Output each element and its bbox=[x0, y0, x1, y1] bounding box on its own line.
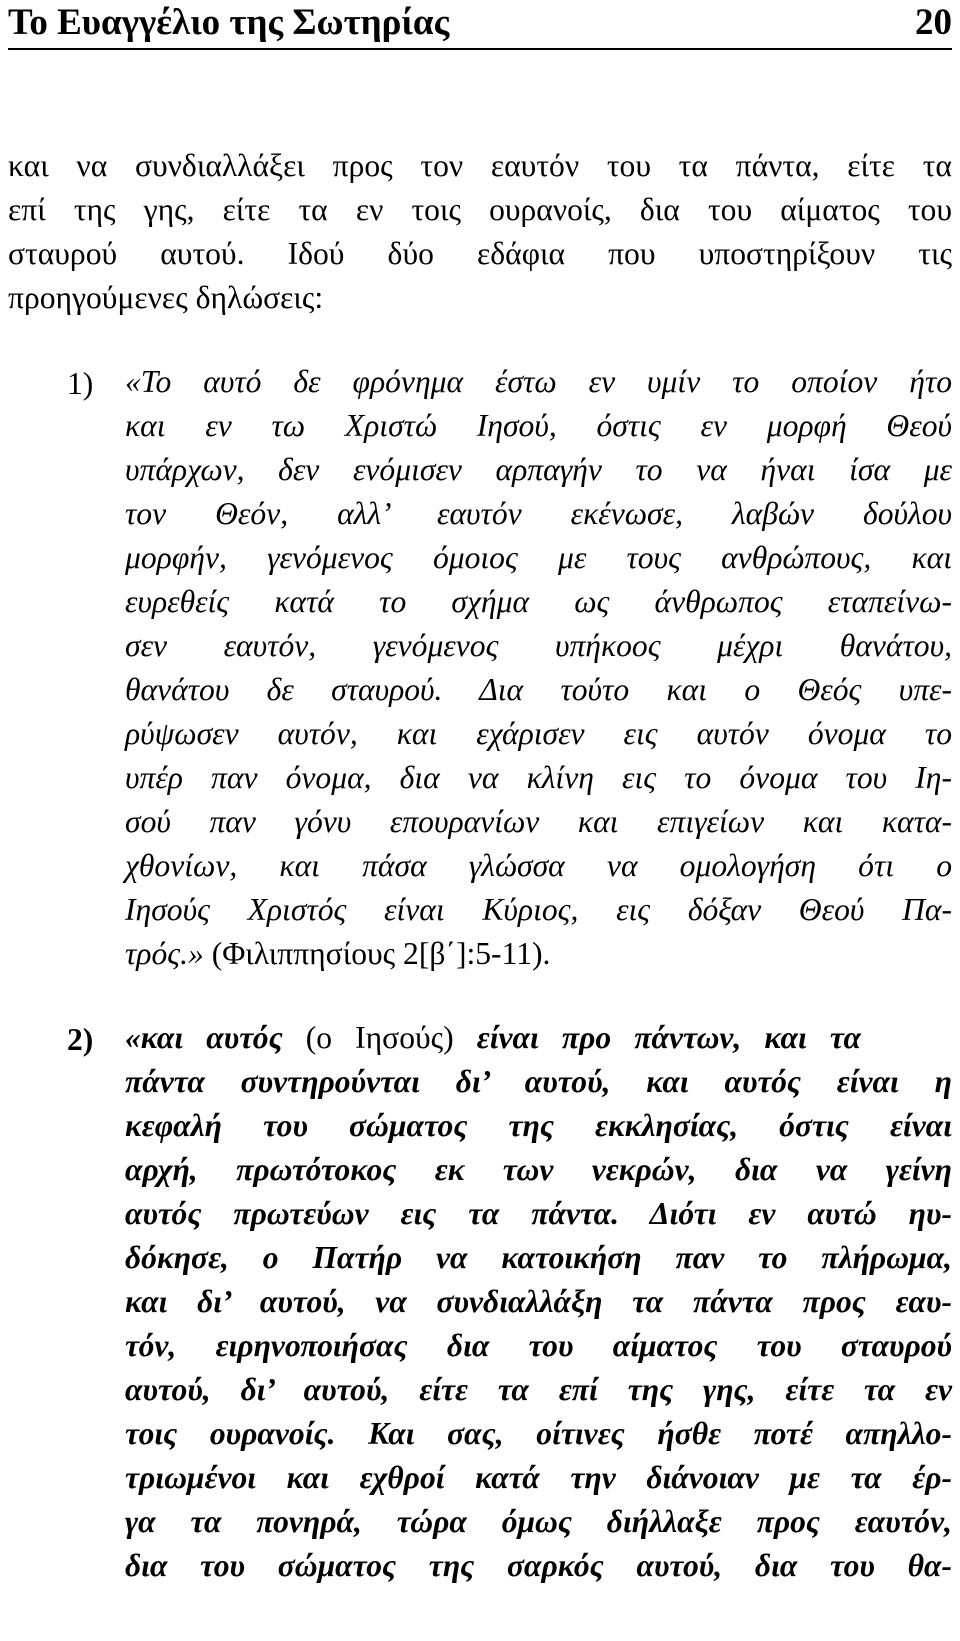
parenthetical-note: (ο Ιησούς) bbox=[305, 1020, 454, 1055]
quote-line: μορφήν, γενόμενος όμοιος με τους ανθρώπους, και bbox=[125, 540, 952, 575]
quote-line: και δι’ αυτού, να συνδιαλλάξη τα πάντα προς εαυ- bbox=[125, 1284, 952, 1319]
quote-line: σού παν γόνυ επουρανίων και επιγείων και κατα- bbox=[125, 804, 952, 839]
quote-line: κεφαλή του σώματος της εκκλησίας, όστις είναι bbox=[125, 1108, 952, 1143]
quote-line: «Το αυτό δε φρόνημα έστω εν υμίν το οποίον ήτο bbox=[125, 364, 952, 399]
quote-line: ρύψωσεν αυτόν, και εχάρισεν εις αυτόν όνομα το bbox=[125, 716, 952, 751]
quote-last-line bbox=[125, 938, 550, 970]
item-number: 2) bbox=[67, 1022, 94, 1057]
intro-line: και να συνδιαλλάξει προς τον εαυτόν του τα πάντα, είτε τα bbox=[8, 148, 952, 183]
quote-line: αυτού, δι’ αυτού, είτε τα επί της γης, είτε τα εν bbox=[125, 1372, 952, 1407]
quote-continue: είναι προ πάντων, και τα bbox=[453, 1020, 861, 1055]
quote-line: γα τα πονηρά, τώρα όμως διήλλαξε προς εαυτόν, bbox=[125, 1504, 952, 1539]
quote-line: τον Θεόν, αλλ’ εαυτόν εκένωσε, λαβών δούλου bbox=[125, 496, 952, 531]
quote-line: σεν εαυτόν, γενόμενος υπήκοος μέχρι θανάτου, bbox=[125, 628, 952, 663]
quote-line: ευρεθείς κατά το σχήμα ως άνθρωπος εταπείνω- bbox=[125, 584, 952, 619]
intro-line: προηγούμενες δηλώσεις: bbox=[8, 280, 324, 315]
quote-line: υπάρχων, δεν ενόμισεν αρπαγήν το να ήναι ίσα με bbox=[125, 452, 952, 487]
page-header bbox=[8, 0, 952, 50]
quote-start: «και αυτός bbox=[125, 1020, 306, 1055]
quote-end: τρός.» bbox=[125, 936, 204, 971]
quote-line: αρχή, πρωτότοκος εκ των νεκρών, δια να γείνη bbox=[125, 1152, 952, 1187]
quote-line: θανάτου δε σταυρού. Δια τούτο και ο Θεός υπε- bbox=[125, 672, 952, 707]
scripture-reference: (Φιλιππησίους 2[β΄]:5-11). bbox=[203, 936, 551, 971]
quote-line: δόκησε, ο Πατήρ να κατοικήση παν το πλήρωμα, bbox=[125, 1240, 952, 1275]
page-title: Το Ευαγγέλιο της Σωτηρίας bbox=[8, 2, 450, 43]
quote-line bbox=[125, 1022, 861, 1054]
quote-line: χθονίων, και πάσα γλώσσα να ομολογήση ότι ο bbox=[125, 848, 952, 883]
quote-line: τριωμένοι και εχθροί κατά την διάνοιαν με τα έρ- bbox=[125, 1460, 952, 1495]
quote-line: και εν τω Χριστώ Ιησού, όστις εν μορφή Θεού bbox=[125, 408, 952, 443]
quote-line: υπέρ παν όνομα, δια να κλίνη εις το όνομα του Ιη- bbox=[125, 760, 952, 795]
quote-line: τοις ουρανοίς. Και σας, οίτινες ήσθε ποτέ απηλλο- bbox=[125, 1416, 952, 1451]
quote-line: πάντα συντηρούνται δι’ αυτού, και αυτός είναι η bbox=[125, 1064, 952, 1099]
quote-line: Ιησούς Χριστός είναι Κύριος, εις δόξαν Θεού Πα- bbox=[125, 892, 952, 927]
quote-line: αυτός πρωτεύων εις τα πάντα. Διότι εν αυτώ ηυ- bbox=[125, 1196, 952, 1231]
page-number: 20 bbox=[915, 2, 952, 43]
quote-line: δια του σώματος της σαρκός αυτού, δια του θα- bbox=[125, 1548, 952, 1583]
item-number: 1) bbox=[67, 366, 94, 401]
quote-line: τόν, ειρηνοποιήσας δια του αίματος του σταυρού bbox=[125, 1328, 952, 1363]
intro-line: σταυρού αυτού. Ιδού δύο εδάφια που υποστηρίξουν τις bbox=[8, 236, 952, 271]
intro-line: επί της γης, είτε τα εν τοις ουρανοίς, δια του αίματος του bbox=[8, 192, 952, 227]
